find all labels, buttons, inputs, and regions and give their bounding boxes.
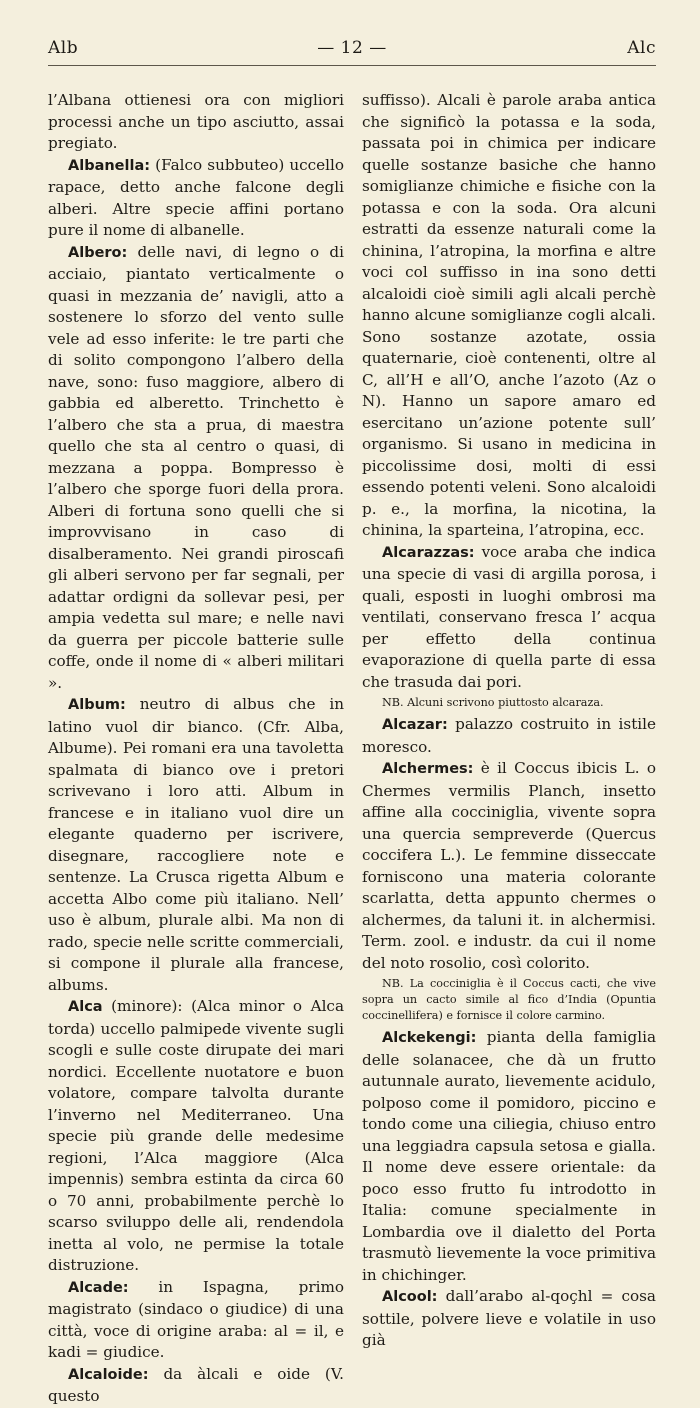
- entry-headword: Albanella:: [68, 157, 151, 174]
- header-left-guideword: Alb: [48, 38, 79, 58]
- entry-text: in Ispagna, primo magistrato (sindaco o giudice) di una città, voce di origine araba: al = il, e kadi = giudice.: [48, 1277, 344, 1361]
- dictionary-entry: [48, 242, 344, 695]
- entry-continuation: [48, 90, 344, 155]
- entry-headword: Alcade:: [68, 1279, 129, 1296]
- dictionary-entry: [362, 758, 656, 974]
- editorial-note: [362, 976, 656, 1024]
- entry-headword: Alchermes:: [382, 761, 474, 777]
- entry-text: è il Coccus ibicis L. o Chermes vermilis Planch, insetto affine alla cocciniglia, vivente sopra una quercia sempreverde (Quercus coccifera L.). Le femmine disseccate forniscono una materia colorante scarlatta, detta appunto chermes o alchermes, da taluni it. in alchermisi. Term. zool. e industr. da cui il nome del noto rosolio, così colorito.: [362, 759, 656, 972]
- dictionary-entry: [48, 1364, 344, 1408]
- entry-headword: Alcazar:: [382, 717, 448, 733]
- entry-headword: Alcool:: [382, 1289, 438, 1305]
- dictionary-entry: [48, 694, 344, 996]
- editorial-note: [362, 695, 656, 711]
- entry-headword: Alcaloide:: [68, 1366, 149, 1383]
- dictionary-entry: [362, 1286, 656, 1352]
- entry-headword: Alcarazzas:: [382, 544, 475, 561]
- dictionary-entry: [362, 714, 656, 758]
- dictionary-entry: [48, 996, 344, 1277]
- entry-headword: Album:: [68, 697, 126, 713]
- page-header: [48, 38, 656, 60]
- note-text: NB. Alcuni scrivono piuttosto alcaraza.: [382, 696, 604, 709]
- right-column: [362, 90, 656, 1352]
- entry-text: dall’arabo al-qoçhl = cosa sottile, polvere lieve e volatile in uso già: [362, 1287, 656, 1349]
- dictionary-entry: [362, 542, 656, 694]
- left-column: [48, 90, 344, 1408]
- entry-text: (minore): (Alca minor o Alca torda) uccello palmipede vivente sugli scogli e sulle coste dirupate dei mari nordici. Eccellente nuotatore e buon volatore, compare talvolta durante l’inverno nel Mediterraneo. Una specie più grande delle medesime regioni, l’Alca maggiore (Alca impennis) sembra estinta da circa 60 o 70 anni, probabilmente perchè lo scarso sviluppo delle ali, rendendola inetta al volo, ne permise la totale distruzione.: [48, 997, 344, 1274]
- header-right-guideword: Alc: [627, 38, 656, 58]
- entry-text: delle navi, di legno o di acciaio, piantato verticalmente o quasi in mezzania de’ navigli, atto a sostenere lo sforzo del vento sulle vele ad esso inferite: le tre parti che di solito compongono l’albero della nave, sono: fuso maggiore, albero di gabbia ed alberetto. Trinchetto è l’albero che sta a prua, di maestra quello che sta al centro o quasi, di mezzana a poppa. Bompresso è l’albero che sporge fuori della prora. Alberi di fortuna sono quelli che si improvvisano in caso di disalberamento. Nei grandi piroscafi gli alberi servono per far segnali, per adattar ordigni da sollevar pesi, per ampia vedetta sul mare; e nelle navi da guerra per piccole batterie sulle coffe, onde il nome di « alberi militari ».: [48, 242, 344, 692]
- header-rule: [48, 65, 656, 66]
- entry-text: l’Albana ottienesi ora con migliori processi anche un tipo asciutto, assai pregiato.: [48, 91, 344, 152]
- page-number: — 12 —: [317, 38, 387, 58]
- entry-text: pianta della famiglia delle solanacee, che dà un frutto autunnale aurato, lievemente acidulo, polposo come il pomidoro, piccino e tondo come una ciliegia, chiuso entro una leggiadra capsula setosa e gialla. Il nome deve essere orientale: da poco esso frutto fu introdotto in Italia: comune specialmente in Lombardia ove il dialetto del Porta trasmutò lievemente la voce primitiva in chichinger.: [362, 1028, 656, 1284]
- dictionary-entry: [48, 155, 344, 242]
- entry-text: palazzo costruito in istile moresco.: [362, 715, 656, 756]
- entry-headword: Albero:: [68, 244, 128, 261]
- entry-text: da àlcali e oide (V. questo: [48, 1364, 344, 1405]
- entry-headword: Alca: [68, 999, 103, 1015]
- entry-text: neutro di albus che in latino vuol dir bianco. (Cfr. Alba, Albume). Pei romani era una tavoletta spalmata di bianco ove i pretori scrivevano i loro atti. Album in francese e in italiano vuol dire un elegante quaderno per iscrivere, disegnare, raccogliere note e sentenze. La Crusca rigetta Album e accetta Albo come più italiano. Nell’ uso è album, plurale albi. Ma non di rado, specie nelle scritte commerciali, si compone il plurale alla francese, albums.: [48, 695, 344, 994]
- entry-text: (Falco subbuteo) uccello rapace, detto anche falcone degli alberi. Altre specie affini portano pure il nome di albanelle.: [48, 155, 344, 239]
- entry-text: voce araba che indica una specie di vasi di argilla porosa, i quali, esposti in luoghi ombrosi ma ventilati, conservano fresca l’ acqua per effetto della continua evaporazione di quella parte di essa che trasuda dai pori.: [362, 542, 656, 691]
- dictionary-entry: [48, 1277, 344, 1364]
- dictionary-entry: [362, 1027, 656, 1286]
- entry-headword: Alckekengi:: [382, 1030, 477, 1046]
- note-text: NB. La cocciniglia è il Coccus cacti, che vive sopra un cacto simile al fico d’India (Opuntia coccinellifera) e fornisce il colore carmino.: [362, 977, 656, 1022]
- entry-text: suffisso). Alcali è parole araba antica che significò la potassa e la soda, passata poi in chimica per indicare quelle sostanze basiche che hanno somiglianze chimiche e fisiche con la potassa e con la soda. Ora alcuni estratti da essenze naturali come la chinina, l’atropina, la morfina e altre voci col suffisso in ina sono detti alcaloidi cioè simili agli alcali perchè hanno alcune somiglianze cogli alcali. Sono sostanze azotate, ossia quaternarie, cioè contenenti, oltre al C, all’H e all’O, anche l’azoto (Az o N). Hanno un sapore amaro ed esercitano un’azione potente sull’ organismo. Si usano in medicina in piccolissime dosi, molti di essi essendo potenti veleni. Sono alcaloidi p. e., la morfina, la nicotina, la chinina, la sparteina, l’atropina, ecc.: [362, 91, 656, 539]
- entry-continuation: [362, 90, 656, 542]
